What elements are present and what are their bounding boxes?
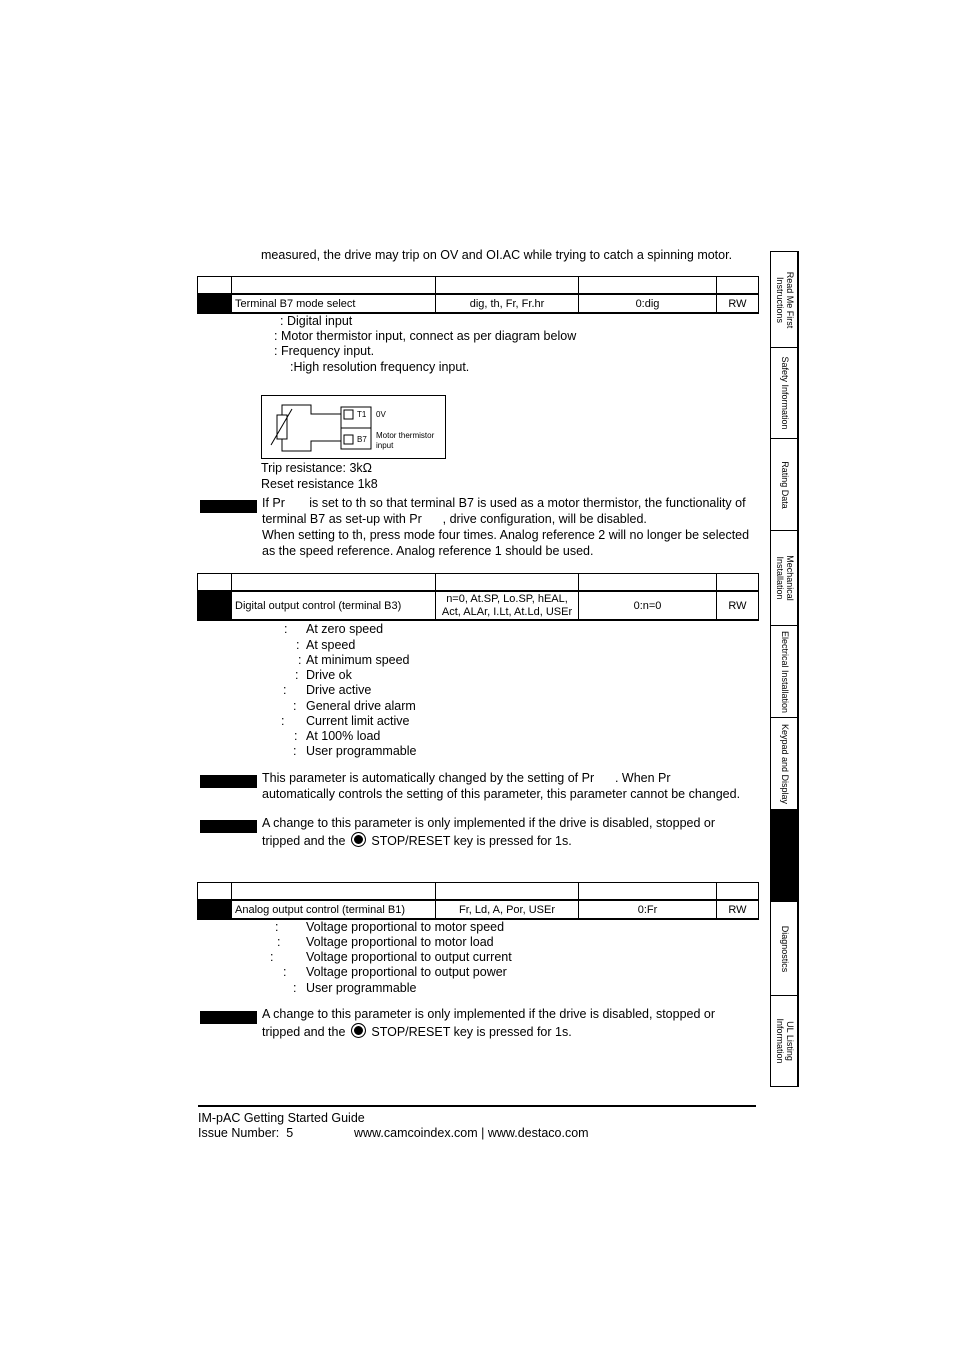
note-line: A change to this parameter is only implemented if the drive is disabled, stopped or <box>262 816 716 830</box>
option-line: At 100% load <box>306 729 381 743</box>
note-line: A change to this parameter is only implemented if the drive is disabled, stopped or <box>262 1007 716 1021</box>
colon: : <box>281 714 285 728</box>
param-number-cell <box>198 591 232 620</box>
tab-keypad-and-display[interactable] <box>771 718 799 810</box>
colon: : <box>293 744 297 758</box>
note-text: STOP/RESET key is pressed for 1s. <box>371 834 572 848</box>
param-access: RW <box>717 294 759 313</box>
param-range <box>436 591 579 620</box>
footer-urls[interactable]: www.camcoindex.com | www.destaco.com <box>354 1126 589 1140</box>
option-line: : Motor thermistor input, connect as per diagram below <box>274 329 577 343</box>
colon: : <box>283 965 287 979</box>
option-line: General drive alarm <box>306 699 416 713</box>
footer-rule <box>198 1105 756 1107</box>
param-range: Fr, Ld, A, Por, USEr <box>436 900 579 919</box>
note-text: tripped and the <box>262 1025 346 1039</box>
option-line: Voltage proportional to motor speed <box>306 920 505 934</box>
tab-label: Rating Data <box>780 460 790 509</box>
param-range: dig, th, Fr, Fr.hr <box>436 294 579 313</box>
option-line: Voltage proportional to output current <box>306 950 512 964</box>
footer-guide-title: IM-pAC Getting Started Guide <box>198 1111 365 1125</box>
option-line: User programmable <box>306 744 417 758</box>
note-line: terminal B7 as set-up with Pr , drive configuration, will be disabled. <box>262 512 647 526</box>
footer-issue-number: Issue Number: 5 <box>198 1126 294 1140</box>
colon: : <box>294 729 298 743</box>
option-line: Drive ok <box>306 668 352 682</box>
stop-reset-icon <box>351 832 366 847</box>
colon: : <box>296 638 300 652</box>
note-text: STOP/RESET key is pressed for 1s. <box>371 1025 572 1039</box>
tab-label: Read Me First <box>785 271 795 328</box>
option-line: :High resolution frequency input. <box>290 360 470 374</box>
note-line: If Pr is set to th so that terminal B7 is used as a motor thermistor, the functionality of <box>262 496 746 510</box>
tab-label: Mechanical <box>785 555 795 601</box>
tab-label: Electrical Installation <box>780 630 790 713</box>
colon: : <box>275 920 279 934</box>
note-bar <box>200 500 257 513</box>
colon: : <box>295 668 299 682</box>
param-default: 0:Fr <box>579 900 717 919</box>
colon: : <box>270 950 274 964</box>
colon: : <box>298 653 302 667</box>
option-line: User programmable <box>306 981 417 995</box>
tab-mechanical-installation[interactable] <box>771 531 799 626</box>
tab-label: UL Listing <box>785 1021 795 1061</box>
tab-label: Safety Information <box>780 356 790 430</box>
tab-ul-listing[interactable] <box>771 996 799 1086</box>
note-line: automatically controls the setting of this parameter, this parameter cannot be changed. <box>262 787 741 801</box>
option-line: Voltage proportional to motor load <box>306 935 494 949</box>
tab-label: Instructions <box>775 276 785 323</box>
note-line: This parameter is automatically changed by the setting of Pr . When Pr <box>262 771 671 785</box>
param-range-line2: Act, ALAr, I.Lt, At.Ld, USEr <box>441 605 573 618</box>
param-table-b7-mode <box>197 276 759 314</box>
colon: : <box>293 699 297 713</box>
param-number-cell <box>198 294 232 313</box>
option-line: Voltage proportional to output power <box>306 965 507 979</box>
intro-text: measured, the drive may trip on OV and OI.AC while trying to catch a spinning motor. <box>261 248 733 262</box>
param-number-cell <box>198 900 232 919</box>
tab-label: Keypad and Display <box>780 723 790 804</box>
reset-resistance: Reset resistance 1k8 <box>261 477 378 491</box>
option-line: Drive active <box>306 683 372 697</box>
param-name: Terminal B7 mode select <box>232 294 436 313</box>
terminal-t1-label: T1 <box>357 410 367 419</box>
colon: : <box>293 981 297 995</box>
note-text: tripped and the <box>262 834 346 848</box>
tab-rating-data[interactable] <box>771 439 799 531</box>
trip-resistance: Trip resistance: 3kΩ <box>261 461 372 475</box>
option-line: : Frequency input. <box>274 344 375 358</box>
tab-parameters-active[interactable] <box>771 810 799 902</box>
colon: : <box>277 935 281 949</box>
colon: : <box>283 683 287 697</box>
option-line: At minimum speed <box>306 653 410 667</box>
param-access: RW <box>717 900 759 919</box>
chapter-tabs <box>770 251 799 1087</box>
param-default: 0:n=0 <box>579 591 717 620</box>
option-line: At speed <box>306 638 356 652</box>
note-bar <box>200 820 257 833</box>
tab-label: Diagnostics <box>780 925 790 972</box>
note-line: When setting to th, press mode four times. Analog reference 2 will no longer be selected <box>262 528 750 542</box>
colon: : <box>284 622 288 636</box>
tab-label: Installation <box>775 556 785 600</box>
option-line: At zero speed <box>306 622 384 636</box>
param-table-analog-output <box>197 882 759 920</box>
param-table-digital-output <box>197 573 759 621</box>
param-name: Analog output control (terminal B1) <box>232 900 436 919</box>
param-access: RW <box>717 591 759 620</box>
note-bar <box>200 1011 257 1024</box>
tab-diagnostics[interactable] <box>771 902 799 996</box>
note-line <box>262 832 572 848</box>
tab-label: Information <box>775 1018 785 1064</box>
param-default: 0:dig <box>579 294 717 313</box>
note-line: as the speed reference. Analog reference 1 should be used. <box>262 544 594 558</box>
terminal-b7-label: B7 <box>357 435 367 444</box>
param-name: Digital output control (terminal B3) <box>232 591 436 620</box>
thermistor-label: Motor thermistor <box>376 431 435 440</box>
note-line <box>262 1023 572 1039</box>
thermistor-wiring <box>261 395 446 459</box>
stop-reset-icon <box>351 1023 366 1038</box>
tab-electrical-installation[interactable] <box>771 626 799 718</box>
option-line: Current limit active <box>306 714 410 728</box>
thermistor-diagram <box>261 395 446 459</box>
tab-read-me-first[interactable] <box>771 252 799 348</box>
note-bar <box>200 775 257 788</box>
param-range-line1: n=0, At.SP, Lo.SP, hEAL, <box>446 592 568 605</box>
option-line: : Digital input <box>280 314 353 328</box>
thermistor-label-2: input <box>376 441 394 450</box>
ov-label: 0V <box>376 410 386 419</box>
tab-safety-information[interactable] <box>771 348 799 439</box>
